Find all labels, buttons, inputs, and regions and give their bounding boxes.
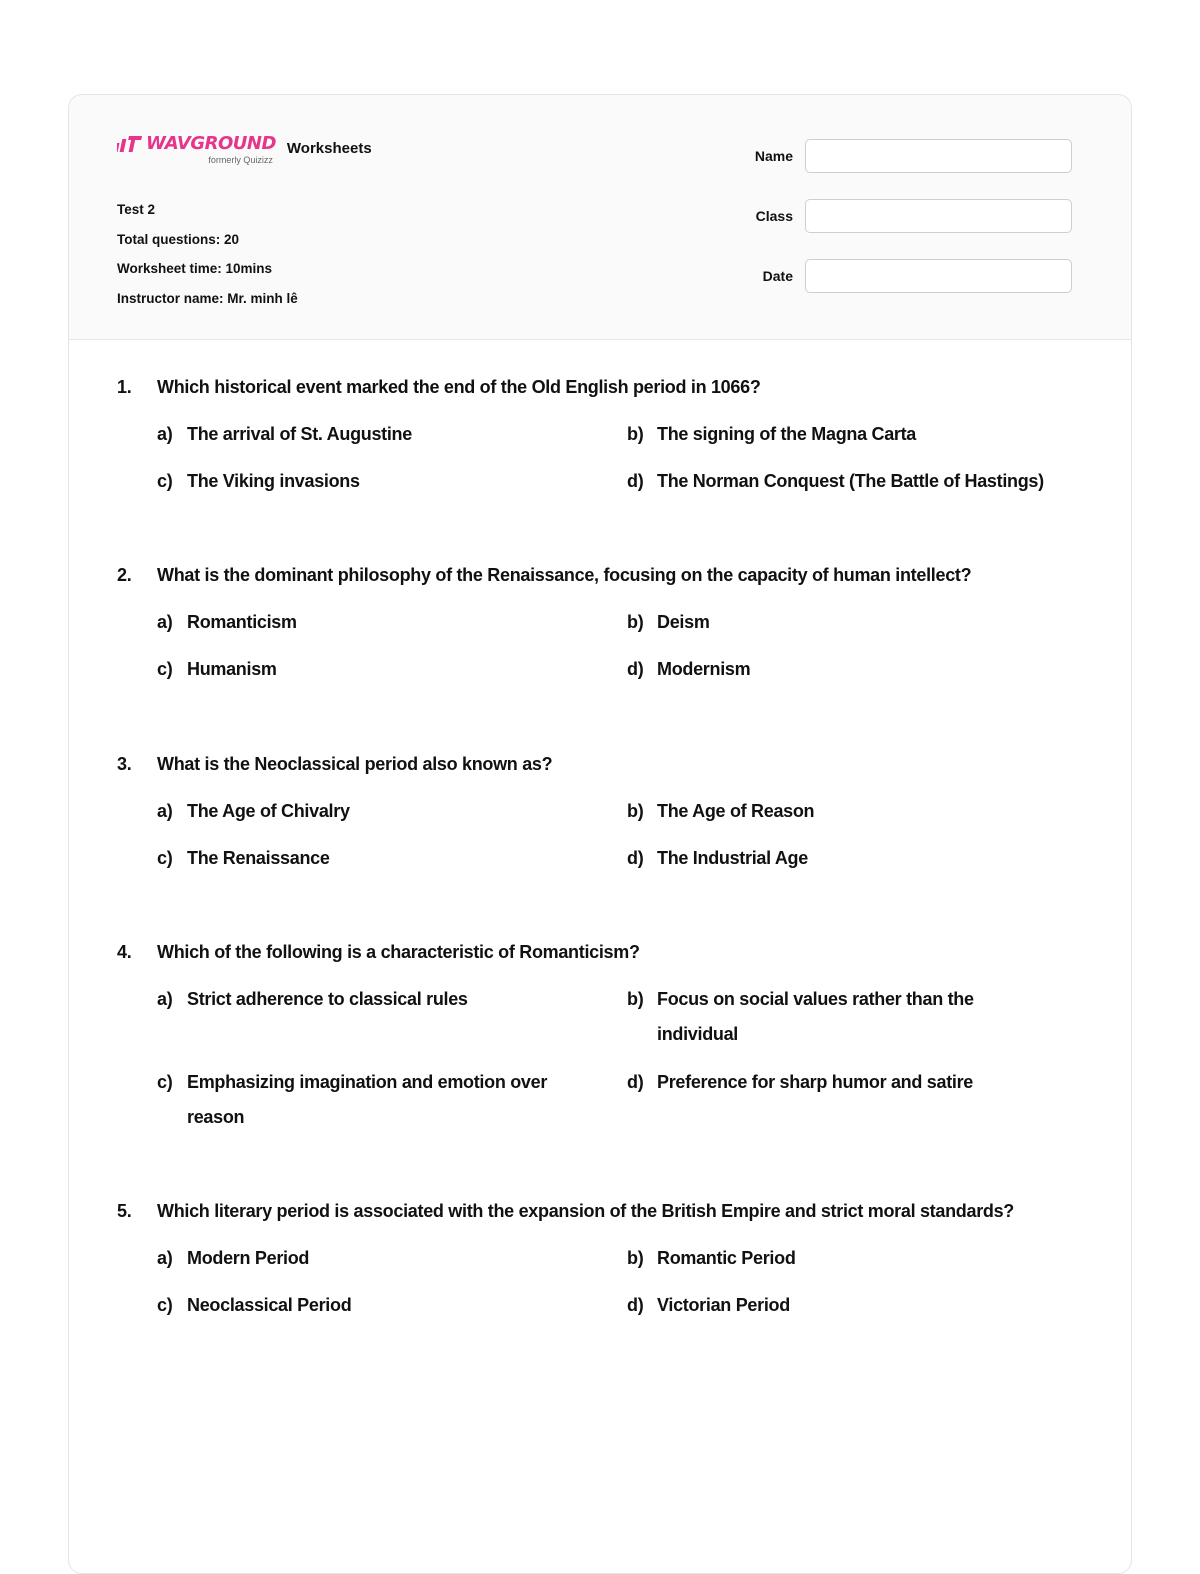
option-text: Romanticism	[187, 612, 297, 632]
option-text: Emphasizing imagination and emotion over reason	[187, 1072, 548, 1127]
option-d[interactable]	[627, 464, 1044, 499]
name-field[interactable]	[805, 139, 1072, 173]
name-field-row	[709, 138, 1072, 174]
option-letter: c)	[157, 471, 173, 491]
brand-title: Worksheets	[286, 140, 372, 157]
option-c[interactable]	[157, 1065, 587, 1135]
option-letter: c)	[157, 1072, 173, 1092]
option-a[interactable]	[157, 417, 597, 452]
question-stem	[117, 563, 971, 587]
option-d[interactable]	[627, 841, 1067, 876]
worksheet-meta	[117, 195, 298, 313]
option-a[interactable]	[157, 982, 597, 1017]
option-text: The Viking invasions	[187, 471, 360, 491]
class-label: Class	[755, 208, 793, 224]
option-letter: c)	[157, 659, 173, 679]
option-letter: d)	[627, 471, 644, 491]
option-d[interactable]	[627, 1065, 1067, 1100]
test-name: Test 2	[117, 202, 156, 217]
brand	[117, 133, 372, 166]
brand-subtitle: formerly Quizizz	[208, 155, 273, 165]
question-text: What is the Neoclassical period also known as?	[157, 754, 553, 774]
question-stem	[117, 752, 552, 776]
worksheet-header	[69, 95, 1131, 340]
worksheet-time: Worksheet time: 10mins	[117, 261, 273, 276]
option-text: Preference for sharp humor and satire	[657, 1072, 974, 1092]
option-letter: d)	[627, 848, 644, 868]
option-a[interactable]	[157, 794, 597, 829]
question-number: 5.	[117, 1201, 132, 1221]
class-field-row	[709, 198, 1072, 234]
option-text: Modernism	[657, 659, 751, 679]
option-letter: c)	[157, 1295, 173, 1315]
option-letter: a)	[157, 424, 173, 444]
option-text: Deism	[657, 612, 710, 632]
option-b[interactable]	[627, 982, 1027, 1052]
option-letter: a)	[157, 612, 173, 632]
option-letter: a)	[157, 1248, 173, 1268]
option-b[interactable]	[627, 605, 1067, 640]
option-letter: d)	[627, 1072, 644, 1092]
option-d[interactable]	[627, 1288, 1067, 1323]
option-a[interactable]	[157, 1241, 597, 1276]
option-text: The Norman Conquest (The Battle of Hastings)	[657, 471, 1044, 491]
option-c[interactable]	[157, 1288, 597, 1323]
option-letter: d)	[627, 1295, 644, 1315]
question-stem	[117, 940, 640, 964]
option-a[interactable]	[157, 605, 597, 640]
question-text: Which historical event marked the end of the Old English period in 1066?	[157, 377, 761, 397]
option-letter: b)	[627, 1248, 644, 1268]
question-number: 3.	[117, 754, 132, 774]
question-text: What is the dominant philosophy of the Renaissance, focusing on the capacity of human intellect?	[157, 565, 972, 585]
option-text: The Age of Chivalry	[187, 801, 350, 821]
date-field[interactable]	[805, 259, 1072, 293]
option-d[interactable]	[627, 652, 1067, 687]
option-b[interactable]	[627, 794, 1067, 829]
option-c[interactable]	[157, 464, 597, 499]
option-letter: b)	[627, 612, 644, 632]
option-text: Neoclassical Period	[187, 1295, 352, 1315]
option-b[interactable]	[627, 417, 1067, 452]
brand-name: WAVGROUND	[146, 133, 276, 154]
brand-logo	[117, 133, 276, 166]
question-number: 1.	[117, 377, 132, 397]
option-text: The arrival of St. Augustine	[187, 424, 412, 444]
option-text: Humanism	[187, 659, 277, 679]
instructor-name: Instructor name: Mr. minh lê	[117, 290, 298, 306]
date-field-row	[709, 258, 1072, 294]
option-text: Modern Period	[187, 1248, 310, 1268]
date-label: Date	[762, 268, 793, 284]
option-c[interactable]	[157, 652, 597, 687]
option-letter: b)	[627, 801, 644, 821]
question-text: Which of the following is a characteristic of Romanticism?	[157, 942, 640, 962]
worksheet-page	[68, 94, 1132, 1574]
option-letter: b)	[627, 424, 644, 444]
option-text: The Renaissance	[187, 848, 330, 868]
option-c[interactable]	[157, 841, 597, 876]
option-text: Focus on social values rather than the individual	[657, 989, 974, 1044]
option-letter: a)	[157, 801, 173, 821]
question-number: 4.	[117, 942, 132, 962]
option-text: Romantic Period	[657, 1248, 796, 1268]
option-text: Victorian Period	[657, 1295, 790, 1315]
option-text: The Age of Reason	[657, 801, 815, 821]
option-letter: b)	[627, 989, 644, 1009]
option-letter: a)	[157, 989, 173, 1009]
question-number: 2.	[117, 565, 132, 585]
option-letter: d)	[627, 659, 644, 679]
class-field[interactable]	[805, 199, 1072, 233]
student-fields	[709, 138, 1072, 318]
option-letter: c)	[157, 848, 173, 868]
question-text: Which literary period is associated with the expansion of the British Empire and strict moral standards?	[157, 1201, 1014, 1221]
option-text: The signing of the Magna Carta	[657, 424, 917, 444]
total-questions: Total questions: 20	[117, 231, 240, 247]
option-text: Strict adherence to classical rules	[187, 989, 468, 1009]
wave-logo-icon	[117, 136, 143, 152]
option-text: The Industrial Age	[657, 848, 808, 868]
option-b[interactable]	[627, 1241, 1067, 1276]
question-stem	[117, 1199, 1014, 1223]
question-stem	[117, 375, 761, 399]
name-label: Name	[754, 148, 793, 164]
